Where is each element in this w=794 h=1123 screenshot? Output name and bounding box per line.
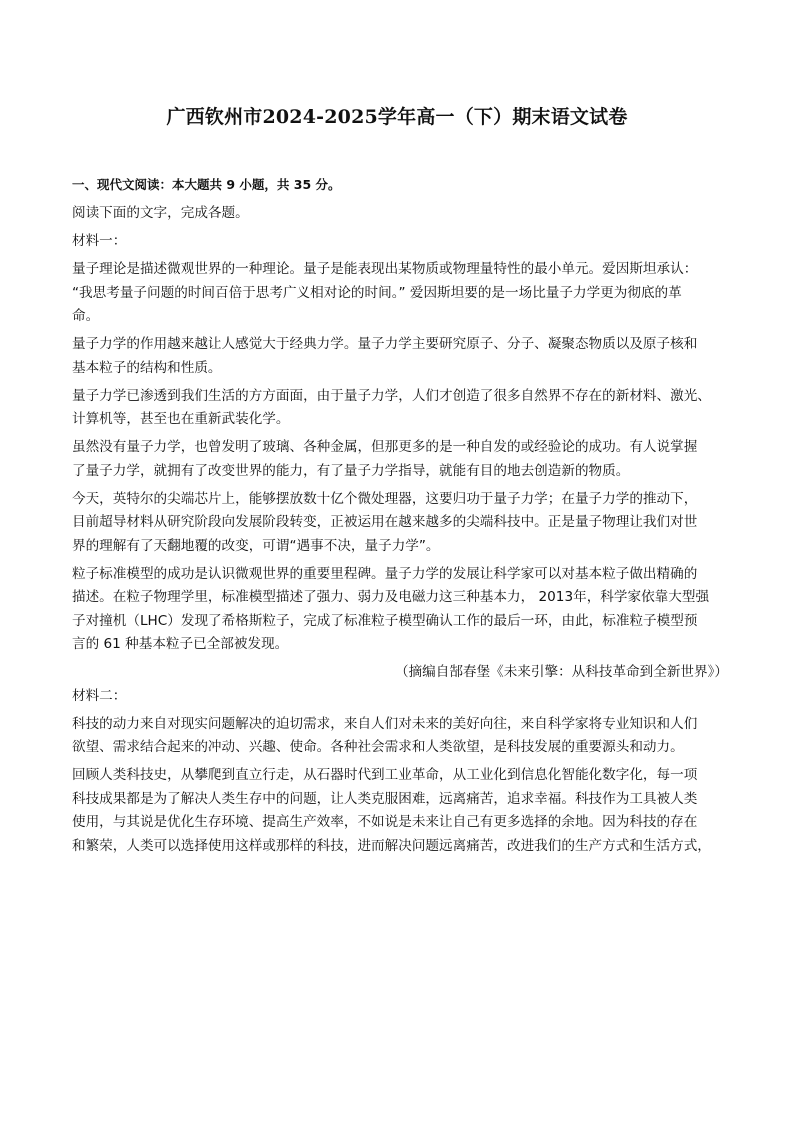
instruction-text: 阅读下面的文字，完成各题。 — [72, 205, 249, 221]
material-two-line: 回顾人类科技史，从攀爬到直立行走，从石器时代到工业革命，从工业化到信息化智能化数字化，每一项 — [72, 767, 698, 783]
section-heading: 一、现代文阅读：本大题共 9 小题，共 35 分。 — [72, 177, 341, 192]
material-one-line: 计算机等，甚至也在重新武装化学。 — [72, 411, 290, 427]
material-two-line: 欲望、需求结合起来的冲动、兴趣、使命。各种社会需求和人类欲望，是科技发展的重要源头和动力。 — [72, 739, 684, 755]
material-one-line: 量子力学已渗透到我们生活的方方面面，由于量子力学，人们才创造了很多自然界不存在的新材料、激光、 — [72, 387, 711, 404]
material-two-line: 科技成果都是为了解决人类生存中的问题，让人类克服困难，远离痛苦，追求幸福。科技作为工具被人类 — [72, 790, 698, 807]
material-one-line: 量子力学的作用越来越让人感觉大于经典力学。量子力学主要研究原子、分子、凝聚态物质以及原子核和 — [72, 336, 698, 352]
material-one-label: 材料一： — [72, 233, 127, 249]
material-one-line: 今天，英特尔的尖端芯片上，能够摆放数十亿个微处理器，这要归功于量子力学；在量子力学的推动下， — [72, 490, 698, 507]
material-one-line: 描述。在粒子物理学里，标准模型描述了强力、弱力及电磁力这三种基本力， 2013年，科学家依靠大型强 — [72, 589, 710, 605]
material-two-line: 使用，与其说是优化生存环境、提高生产效率，不如说是未来让自己有更多选择的余地。因为科技的存在 — [72, 814, 698, 830]
material-one-line: 目前超导材料从研究阶段向发展阶段转变，正被运用在越来越多的尖端科技中。正是量子物理让我们对世 — [72, 514, 698, 530]
material-one-line: 命。 — [72, 308, 100, 324]
material-two-line: 和繁荣，人类可以选择使用这样或那样的科技，进而解决问题远离痛苦，改进我们的生产方式和生活方式， — [72, 837, 711, 854]
material-one-line: “我思考量子问题的时间百倍于思考广义相对论的时间。” 爱因斯坦要的是一场比量子力学更为彻底的革 — [72, 284, 682, 301]
material-two-label: 材料二： — [72, 687, 127, 704]
document-body — [72, 174, 728, 858]
material-one-line: 界的理解有了天翻地覆的改变，可谓“遇事不决，量子力学”。 — [72, 537, 440, 554]
material-one-line: 虽然没有量子力学，也曾发明了玻璃、各种金属，但那更多的是一种自发的或经验论的成功。有人说掌握 — [72, 439, 698, 455]
material-one-line: 子对撞机（LHC）发现了希格斯粒子，完成了标准粒子模型确认工作的最后一环，由此，标准粒子模型预 — [72, 612, 698, 629]
material-one-line: 基本粒子的结构和性质。 — [72, 359, 222, 376]
material-one-line: 量子理论是描述微观世界的一种理论。量子是能表现出某物质或物理量特性的最小单元。爱因斯坦承认： — [72, 261, 698, 277]
material-two-line: 科技的动力来自对现实问题解决的迫切需求，来自人们对未来的美好向往，来自科学家将专业知识和人们 — [72, 715, 698, 732]
page-title: 广西钦州市2024-2025学年高一（下）期末语文试卷 — [166, 106, 628, 128]
material-one-line: 了量子力学，就拥有了改变世界的能力，有了量子力学指导，就能有目的地去创造新的物质。 — [72, 462, 630, 479]
material-one-source: （摘编自郜春堡《未来引擎：从科技革命到全新世界》） — [394, 663, 728, 680]
material-one-line: 粒子标准模型的成功是认识微观世界的重要里程碑。量子力学的发展让科学家可以对基本粒子做出精确的 — [72, 565, 698, 582]
material-one-line: 言的 61 种基本粒子已全部被发现。 — [72, 636, 289, 652]
